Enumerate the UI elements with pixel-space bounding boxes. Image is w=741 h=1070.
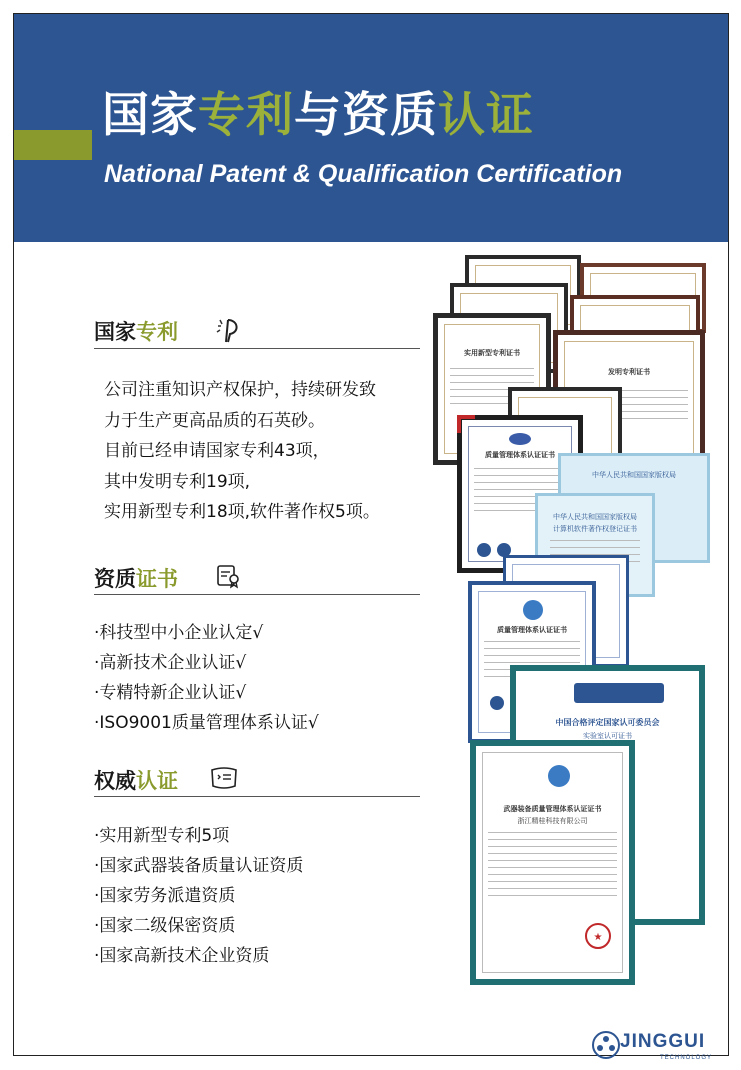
patent-line: 公司注重知识产权保护，持续研发致 — [104, 380, 376, 400]
certificate-title: 质量管理体系认证证书 — [485, 451, 555, 459]
patent-heading-2: 专利 — [136, 320, 178, 344]
weapon-quality-certificate — [470, 740, 635, 985]
patent-line: 其中发明专利19项, — [104, 471, 251, 492]
patent-icon — [212, 316, 246, 344]
page-subtitle: National Patent & Qualification Certification — [104, 160, 623, 188]
certificate-icon — [215, 563, 243, 589]
title-text-4: 认证 — [438, 88, 534, 143]
certificate-title: 实用新型专利证书 — [464, 349, 520, 357]
authority-divider — [94, 796, 420, 797]
patent-line: 力于生产更高品质的石英砂。 — [104, 410, 325, 431]
list-item: ·ISO9001质量管理体系认证√ — [94, 713, 319, 733]
certificate-org: 浙江精桂科技有限公司 — [517, 817, 588, 825]
list-item: ·国家武器装备质量认证资质 — [94, 856, 304, 876]
authority-heading-1: 权威 — [94, 769, 136, 793]
svg-text:★: ★ — [593, 932, 603, 943]
badge-icon — [208, 765, 240, 791]
list-item: ·国家劳务派遣资质 — [94, 886, 236, 906]
red-seal-icon — [584, 922, 612, 950]
cert-logo-icon — [520, 599, 546, 621]
certificate-title: 中华人民共和国国家版权局 — [592, 471, 676, 479]
logo-tagline: TECHNOLOGY — [660, 1055, 713, 1061]
qualification-heading — [94, 563, 178, 593]
certificate-collage — [430, 255, 720, 1045]
list-item: ·国家二级保密资质 — [94, 916, 236, 936]
authority-heading — [94, 765, 178, 795]
patent-divider — [94, 348, 420, 349]
qualification-list — [94, 618, 319, 738]
accent-bar — [14, 130, 92, 160]
certificate-title: 武器装备质量管理体系认证证书 — [503, 805, 602, 813]
title-text-1: 国家 — [102, 88, 198, 143]
iaf-icon — [486, 695, 508, 711]
cert-logo-icon — [508, 432, 532, 446]
certificate-title: 质量管理体系认证证书 — [497, 626, 567, 634]
list-item: ·高新技术企业认证√ — [94, 653, 247, 673]
logo-name: JINGGUI — [620, 1031, 706, 1052]
certificate-title: 发明专利证书 — [608, 368, 650, 376]
patent-heading-1: 国家 — [94, 320, 136, 344]
certificate-title: 中华人民共和国国家版权局 — [553, 513, 637, 521]
page-title — [102, 78, 534, 145]
qualification-heading-1: 资质 — [94, 567, 136, 591]
patent-heading — [94, 316, 178, 346]
certificate-title: 中国合格评定国家认可委员会 — [555, 718, 660, 727]
title-text-3: 与资质 — [294, 88, 438, 143]
list-item: ·国家高新技术企业资质 — [94, 946, 270, 966]
certificate-subtitle: 实验室认可证书 — [583, 732, 632, 740]
authority-heading-2: 认证 — [136, 769, 178, 793]
list-item: ·实用新型专利5项 — [94, 826, 230, 846]
qualification-heading-2: 证书 — [136, 567, 178, 591]
patent-line: 目前已经申请国家专利43项， — [104, 441, 330, 461]
title-text-2: 专利 — [198, 88, 294, 143]
list-item: ·科技型中小企业认定√ — [94, 623, 264, 643]
list-item: ·专精特新企业认证√ — [94, 683, 247, 703]
avic-logo-icon — [544, 764, 574, 788]
qualification-divider — [94, 594, 420, 595]
patent-line: 实用新型专利18项,软件著作权5项。 — [104, 502, 380, 522]
authority-list — [94, 821, 303, 971]
patent-paragraph — [104, 375, 380, 528]
certificate-subtitle: 计算机软件著作权登记证书 — [553, 525, 637, 533]
